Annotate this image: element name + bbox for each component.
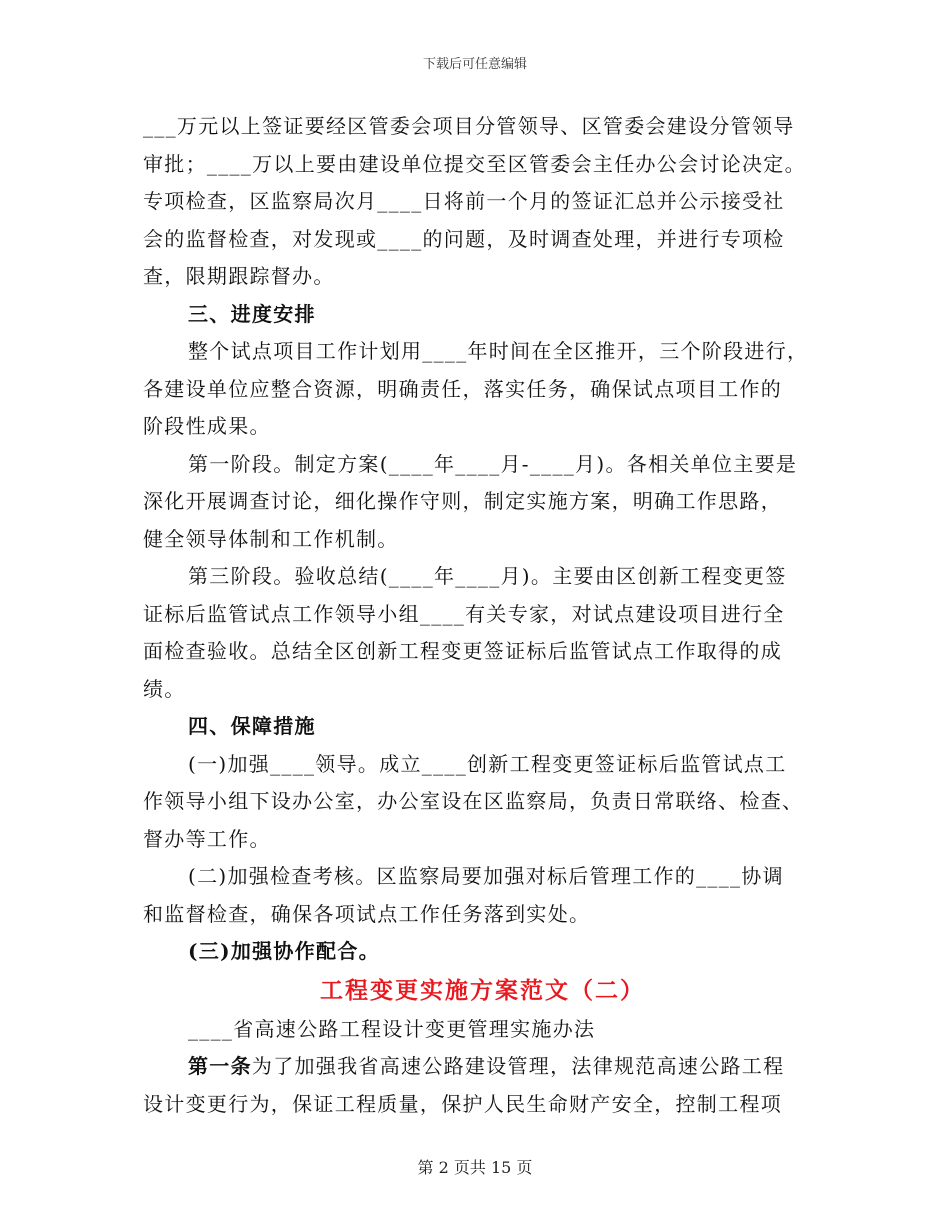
paragraph-line: 面检查验收。总结全区创新工程变更签证标后监管试点工作取得的成: [143, 639, 782, 663]
article-label: 第一条: [188, 1054, 252, 1078]
paragraph-line: 第一阶段。制定方案(____年____月-____月)。各相关单位主要是: [188, 451, 798, 476]
document-body: [143, 108, 808, 1123]
article-text: 为了加强我省高速公路建设管理，法律规范高速公路工程: [251, 1054, 785, 1078]
paragraph-line: 健全领导体制和工作机制。: [143, 526, 399, 551]
document-subtitle: ____省高速公路工程设计变更管理实施办法: [188, 1016, 596, 1041]
paragraph-line: 查，限期跟踪督办。: [143, 264, 335, 288]
paragraph-line: (二)加强检查考核。区监察局要加强对标后管理工作的____协调: [188, 864, 784, 888]
paragraph-line: 作领导小组下设办公室，办公室设在区监察局，负责日常联络、检查、: [143, 789, 804, 813]
paragraph-line: 设计变更行为，保证工程质量，保护人民生命财产安全，控制工程项: [143, 1091, 782, 1116]
paragraph-line: ___万元以上签证要经区管委会项目分管领导、区管委会建设分管领导: [143, 114, 795, 138]
paragraph-line: 第三阶段。验收总结(____年____月)。主要由区创新工程变更签: [188, 564, 787, 588]
paragraph-line: 督办等工作。: [143, 826, 271, 851]
section-heading: 四、保障措施: [188, 714, 316, 738]
section-title: 工程变更实施方案范文（二）: [320, 976, 645, 1004]
paragraph-line: 专项检查，区监察局次月____日将前一个月的签证汇总并公示接受社: [143, 189, 785, 213]
paragraph-line: 深化开展调查讨论，细化操作守则，制定实施方案，明确工作思路，: [143, 489, 782, 513]
page-footer: 第 2 页共 15 页: [417, 1158, 533, 1177]
article-line: [143, 1048, 808, 1086]
paragraph-line: 整个试点项目工作计划用____年时间在全区推开，三个阶段进行，: [188, 339, 809, 363]
paragraph-line: 和监督检查，确保各项试点工作任务落到实处。: [143, 901, 591, 926]
section-heading: 三、进度安排: [188, 301, 316, 326]
paragraph-line: 各建设单位应整合资源，明确责任，落实任务，确保试点项目工作的: [143, 376, 782, 401]
section-heading: (三)加强协作配合。: [188, 939, 380, 963]
paragraph-line: (一)加强____领导。成立____创新工程变更签证标后监管试点工: [188, 751, 787, 776]
paragraph-line: 审批；____万以上要由建设单位提交至区管委会主任办公会讨论决定。: [143, 151, 806, 176]
paragraph-line: 阶段性成果。: [143, 414, 271, 438]
paragraph-line: 绩。: [143, 676, 186, 701]
paragraph-line: 会的监督检查，对发现或____的问题，及时调查处理，并进行专项检: [143, 226, 785, 251]
page-header: 下载后可任意编辑: [422, 57, 527, 72]
paragraph-line: 证标后监管试点工作领导小组____有关专家，对试点建设项目进行全: [143, 601, 785, 626]
